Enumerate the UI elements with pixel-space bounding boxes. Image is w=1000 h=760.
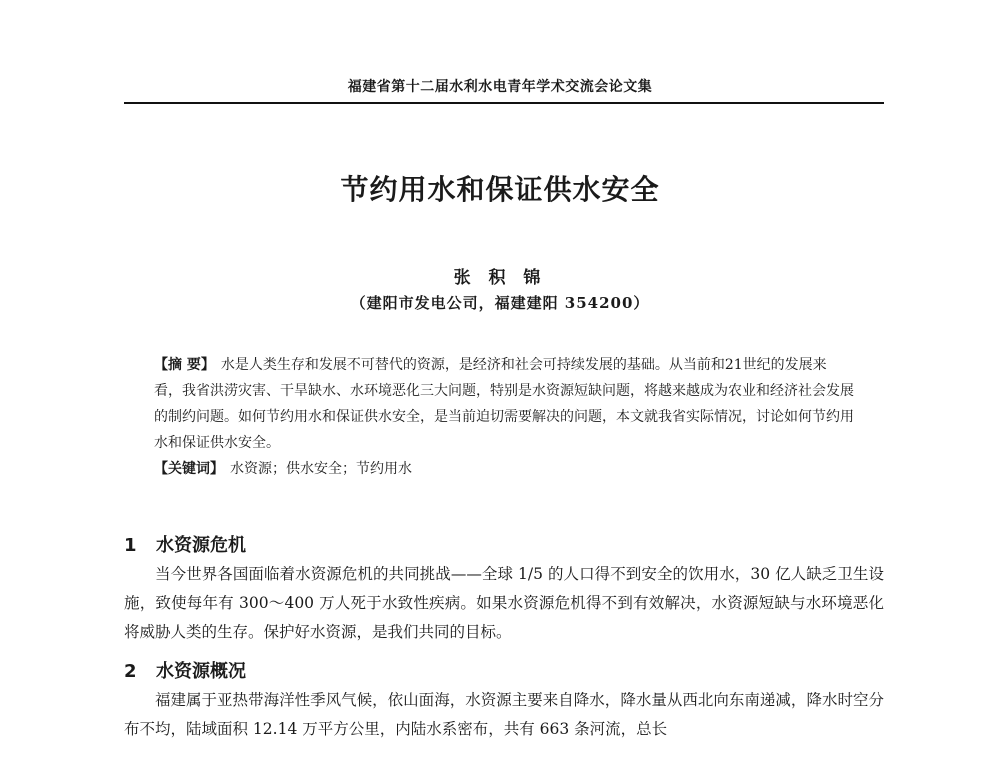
- section-number: 2: [124, 661, 137, 682]
- section-title: 水资源概况: [156, 661, 246, 682]
- running-header: 福建省第十二届水利水电青年学术交流会论文集: [347, 79, 653, 95]
- header-rule: [124, 102, 884, 104]
- abstract-block: [154, 352, 854, 482]
- section-1: [124, 532, 884, 647]
- abstract-label: 【摘 要】: [154, 357, 215, 373]
- abstract-text: 水是人类生存和发展不可替代的资源，是经济和社会可持续发展的基础。从当前和21世纪的发展来看，我省洪涝灾害、干旱缺水、水环境恶化三大问题，特别是水资源短缺问题，将越来越成为农业和经济社会发展的制约问题。如何节约用水和保证供水安全，是当前迫切需要解决的问题，本文就我省实际情况，讨论如何节约用水和保证供水安全。: [154, 357, 854, 451]
- section-heading: [124, 532, 884, 560]
- section-body: 当今世界各国面临着水资源危机的共同挑战——全球 1/5 的人口得不到安全的饮用水，30 亿人缺乏卫生设施，致使每年有 300～400 万人死于水致性疾病。如果水资源危机得不到有效解决，水资源短缺与水环境恶化将威胁人类的生存。保护好水资源，是我们共同的目标。: [124, 565, 884, 641]
- keywords-label: 【关键词】: [154, 461, 224, 477]
- section-number: 1: [124, 535, 137, 556]
- section-heading: [124, 658, 884, 686]
- section-body: 福建属于亚热带海洋性季风气候，依山面海，水资源主要来自降水，降水量从西北向东南递减，降水时空分布不均，陆域面积 12.14 万平方公里，内陆水系密布，共有 663 条河流，总长: [124, 691, 884, 738]
- author-name: 张 积 锦: [453, 268, 547, 288]
- paper-title: 节约用水和保证供水安全: [340, 173, 660, 206]
- abstract-paragraph: [154, 352, 854, 456]
- section-2: [124, 658, 884, 744]
- author-affiliation: （建阳市发电公司，福建建阳 354200）: [350, 294, 650, 312]
- section-title: 水资源危机: [156, 535, 246, 556]
- keywords-paragraph: [154, 456, 854, 482]
- keywords-text: 水资源；供水安全；节约用水: [230, 461, 412, 477]
